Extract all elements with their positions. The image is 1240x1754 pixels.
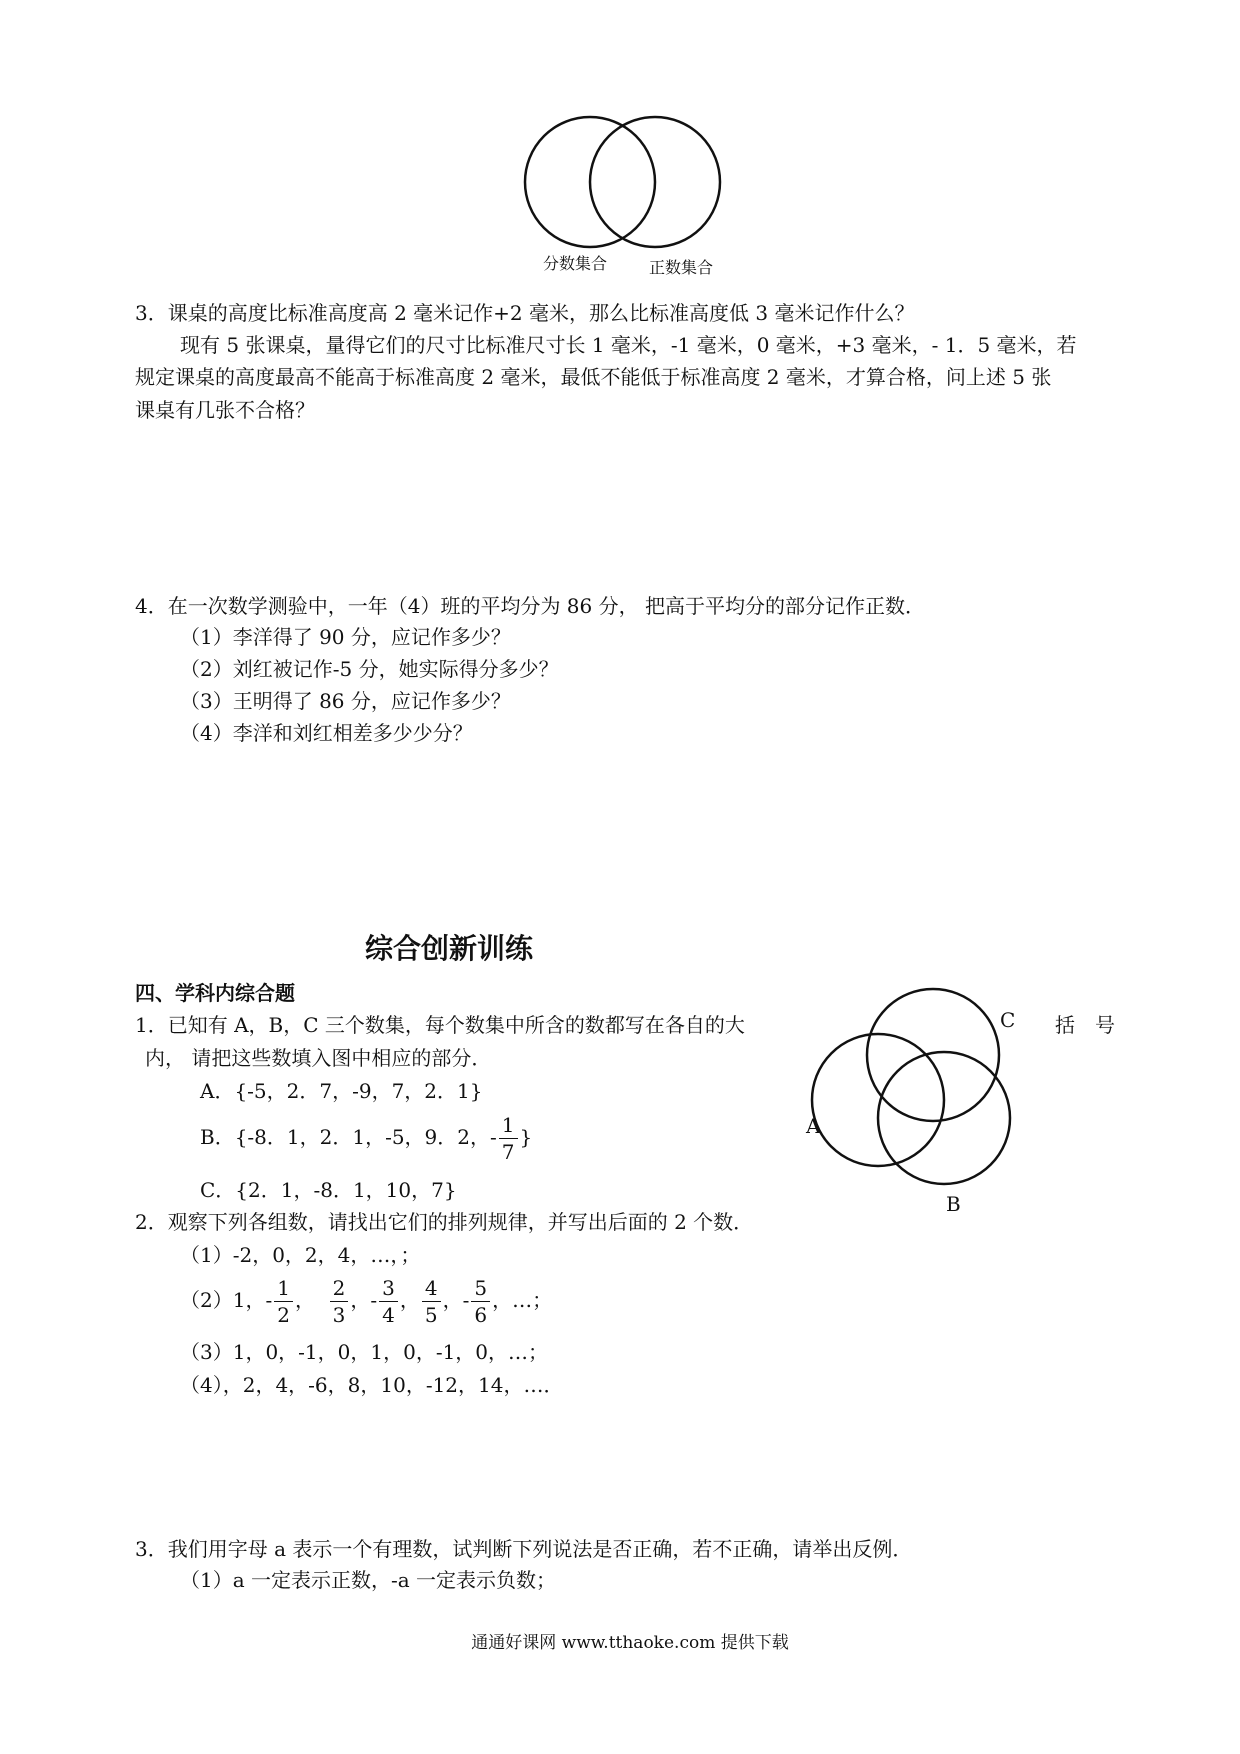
venn-label-positives: 正数集合 xyxy=(649,258,714,277)
fraction-denominator: 5 xyxy=(424,1303,438,1327)
section-title: 综合创新训练 xyxy=(365,932,534,965)
problem-2-line-1: 2．观察下列各组数，请找出它们的排列规律，并写出后面的 2 个数． xyxy=(135,1210,754,1234)
question-3-line-2: 现有 5 张课桌，量得它们的尺寸比标准尺寸长 1 毫米，-1 毫米，0 毫米，+3 毫米，- 1．5 毫米，若 xyxy=(180,333,1077,357)
fraction-numerator: 5 xyxy=(471,1275,490,1302)
question-4-sub-4: （4）李洋和刘红相差多少少分？ xyxy=(180,721,473,745)
problem-1-line-1-tail: 括 号 xyxy=(1055,1013,1115,1037)
question-4-line-1: 4．在一次数学测验中，一年（4）班的平均分为 86 分， 把高于平均分的部分记作正数． xyxy=(135,594,925,618)
question-3-line-4: 课桌有几张不合格？ xyxy=(135,398,315,422)
fraction-numerator: 1 xyxy=(274,1275,293,1302)
separator: ， xyxy=(399,1288,420,1312)
fraction-denominator: 4 xyxy=(382,1303,395,1327)
venn-label-a: A xyxy=(806,1114,821,1138)
problem-2-sub-1: （1）-2，0，2，4，…，； xyxy=(180,1243,421,1267)
fraction-denominator: 7 xyxy=(501,1140,515,1164)
set-c-circle xyxy=(867,989,999,1121)
separator: ，- xyxy=(350,1288,378,1312)
fraction-numerator: 1 xyxy=(499,1112,518,1139)
question-3-line-3: 规定课桌的高度最高不能高于标准高度 2 毫米，最低不能低于标准高度 2 毫米，才算合格，问上述 5 张 xyxy=(135,365,1052,389)
fraction xyxy=(379,1275,398,1328)
fraction-denominator: 2 xyxy=(277,1303,290,1327)
set-c: C．{2．1，-8．1，10，7} xyxy=(200,1178,457,1202)
problem-2-sub-4: （4），2，4，-6，8，10，-12，14，…． xyxy=(180,1373,564,1397)
section-heading: 四、学科内综合题 xyxy=(135,981,295,1005)
separator: ，- xyxy=(442,1288,470,1312)
question-4-sub-3: （3）王明得了 86 分，应记作多少？ xyxy=(180,689,511,713)
fraction-numerator: 3 xyxy=(379,1275,398,1302)
problem-3-sub-1: （1）a 一定表示正数，-a 一定表示负数； xyxy=(180,1568,557,1592)
fraction xyxy=(274,1275,293,1328)
question-3-line-1: 3．课桌的高度比标准高度高 2 毫米记作+2 毫米，那么比标准高度低 3 毫米记作什么？ xyxy=(135,301,915,325)
problem-2-sub-3: （3）1，0，-1，0，1，0，-1，0，…； xyxy=(180,1340,549,1364)
separator: ， xyxy=(294,1288,315,1312)
problem-3-line-1: 3．我们用字母 a 表示一个有理数，试判断下列说法是否正确，若不正确，请举出反例． xyxy=(135,1537,913,1561)
set-a: A．{-5，2．7，-9，7，2．1} xyxy=(200,1079,483,1103)
fraction-denominator: 3 xyxy=(332,1303,346,1327)
set-b-prefix: B．{-8．1，2．1，-5，9．2，- xyxy=(200,1125,497,1149)
set-b xyxy=(200,1112,532,1165)
problem-1-line-1: 1．已知有 A，B，C 三个数集，每个数集中所含的数都写在各自的大 xyxy=(135,1013,745,1037)
fraction-numerator: 4 xyxy=(422,1275,441,1302)
set-b-suffix: } xyxy=(519,1125,533,1149)
fraction xyxy=(422,1275,441,1328)
separator: ，…； xyxy=(492,1288,553,1312)
problem-2-sub-2-prefix: （2）1，- xyxy=(180,1288,273,1312)
page-footer: 通通好课网 www.tthaoke.com 提供下载 xyxy=(471,1633,789,1653)
fraction-one-seventh xyxy=(499,1112,518,1165)
problem-2-sub-2 xyxy=(180,1275,552,1328)
set-b-circle xyxy=(878,1052,1010,1184)
fraction xyxy=(330,1275,349,1328)
fraction-denominator: 6 xyxy=(474,1303,488,1327)
question-4-sub-1: （1）李洋得了 90 分，应记作多少？ xyxy=(180,625,511,649)
fraction xyxy=(471,1275,490,1328)
venn-label-fractions: 分数集合 xyxy=(543,254,608,273)
question-4-sub-2: （2）刘红被记作-5 分，她实际得分多少？ xyxy=(180,657,559,681)
venn-label-c: C xyxy=(1000,1008,1016,1032)
venn-label-b: B xyxy=(946,1192,961,1216)
problem-1-line-2: 内， 请把这些数填入图中相应的部分． xyxy=(145,1046,492,1070)
fraction-numerator: 2 xyxy=(330,1275,349,1302)
